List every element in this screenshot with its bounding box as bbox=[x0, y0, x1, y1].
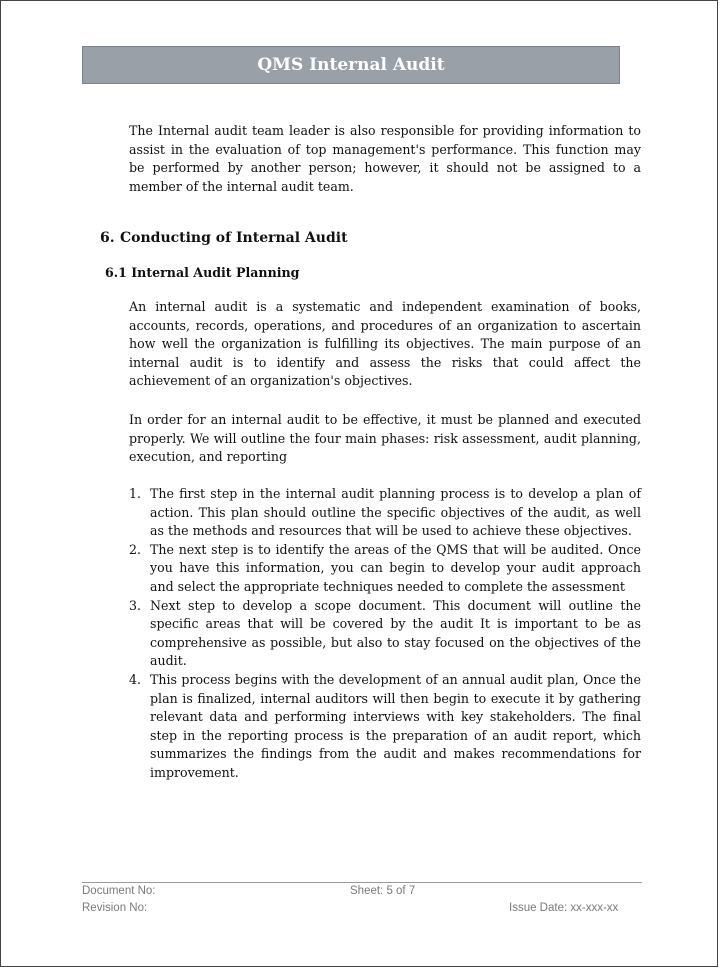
list-item-text: The next step is to identify the areas of the QMS that will be audited. Once you have this information, you can begin to develop your audit approach and select the appropriate techniques needed to complete the assessment bbox=[150, 541, 641, 594]
list-item-number: 2. bbox=[129, 541, 142, 557]
list-item bbox=[129, 541, 641, 597]
planning-steps-list bbox=[129, 485, 641, 783]
list-item-number: 3. bbox=[129, 597, 142, 613]
list-item bbox=[129, 597, 641, 671]
footer-document-no: Document No: bbox=[82, 885, 156, 897]
list-item-text: The first step in the internal audit planning process is to develop a plan of action. This plan should outline the specific objectives of the audit, as well as the methods and resources that will be used to achieve these objectives. bbox=[150, 486, 641, 539]
list-item-text: Next step to develop a scope document. This document will outline the specific areas that will be covered by the audit It is important to be as comprehensive as possible, but also to stay focused on the objectives of the audit. bbox=[150, 597, 641, 669]
paragraph-definition: An internal audit is a systematic and independent examination of books, accounts, records, operations, and procedures of an organization to ascertain how well the organization is fulfilling its objectives. The main purpose of an internal audit is to identify and assess the risks that could affect the achievement of an organization's objectives. bbox=[129, 299, 641, 389]
section-number: 6. bbox=[100, 230, 115, 246]
list-item bbox=[129, 485, 641, 541]
footer-sheet: Sheet: 5 of 7 bbox=[350, 885, 416, 897]
header-bar bbox=[82, 46, 620, 84]
list-item bbox=[129, 671, 641, 783]
subsection-heading: 6.1 Internal Audit Planning bbox=[105, 265, 300, 280]
section-title: Conducting of Internal Audit bbox=[120, 230, 348, 246]
footer-issue-date: Issue Date: xx-xxx-xx bbox=[509, 902, 619, 914]
list-item-number: 1. bbox=[129, 486, 142, 501]
footer-divider bbox=[82, 882, 642, 883]
section-heading bbox=[100, 230, 348, 246]
paragraph-phases: In order for an internal audit to be effective, it must be planned and executed properly. We will outline the four main phases: risk assessment, audit planning, execution, and reporting bbox=[129, 412, 641, 465]
footer-revision-no: Revision No: bbox=[82, 902, 148, 914]
list-item-number: 4. bbox=[129, 671, 142, 687]
page-title: QMS Internal Audit bbox=[257, 55, 445, 75]
list-item-text: This process begins with the development of an annual audit plan, Once the plan is finalized, internal auditors will then begin to execute it by gathering relevant data and performing interviews with key stakeholders. The final step in the reporting process is the preparation of an audit report, which summarizes the findings from the audit and makes recommendations for improvement. bbox=[150, 671, 641, 780]
intro-paragraph: The Internal audit team leader is also responsible for providing information to assist in the evaluation of top management's performance. This function may be performed by another person; however, it should not be assigned to a member of the internal audit team. bbox=[129, 123, 641, 194]
